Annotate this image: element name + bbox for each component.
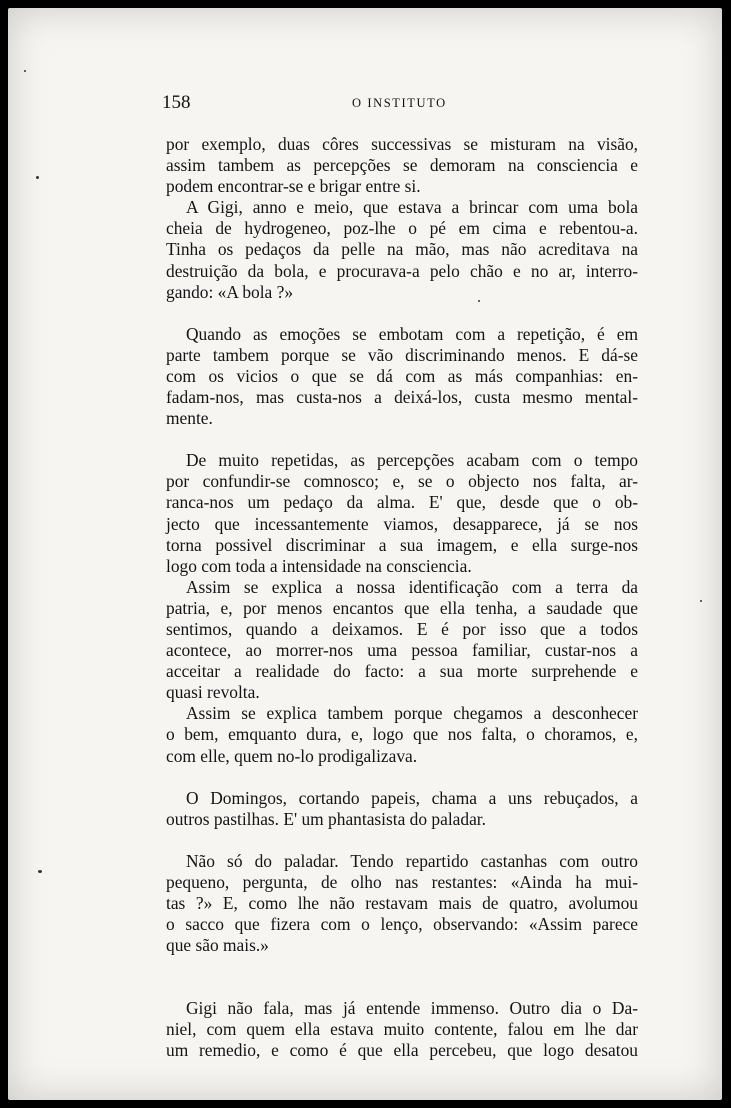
paragraph-gap [166, 956, 638, 998]
text-line: outros pastilhas. E' um phantasista do paladar. [166, 808, 486, 829]
text-line: torna possivel discriminar a sua imagem, e ella surge-nos [166, 534, 638, 555]
text-line: De muito repetidas, as percepções acabam com o tempo [186, 450, 638, 471]
paragraph [166, 450, 638, 577]
paragraph [166, 577, 638, 704]
text-line: fadam-nos, mas custa-nos a deixá-los, custa mesmo mental- [166, 387, 638, 408]
paragraph [166, 788, 638, 830]
text-line: pequeno, pergunta, de olho nas restantes: «Ainda ha mui- [166, 871, 638, 892]
text-line: ranca-nos um pedaço da alma. E' que, desde que o ob- [166, 492, 638, 513]
text-line: que são mais.» [166, 935, 269, 956]
paragraph [166, 998, 638, 1061]
paragraph [166, 324, 638, 429]
text-line: Assim se explica tambem porque chegamos a desconhecer [186, 703, 638, 724]
running-title: O INSTITUTO [352, 96, 447, 110]
page-header [160, 92, 640, 116]
text-line: quasi revolta. [166, 682, 260, 703]
text-line: O Domingos, cortando papeis, chama a uns rebuçados, a [186, 787, 638, 808]
text-line: acontece, ao morrer-nos uma pessoa familiar, custar-nos a [166, 640, 638, 661]
text-line: assim tambem as percepções se demoram na consciencia e [166, 155, 638, 176]
text-line: um remedio, e como é que ella percebeu, que logo desatou [166, 1040, 638, 1061]
text-line: tas ?» E, como lhe não restavam mais de quatro, avolumou [166, 893, 638, 913]
text-line: com elle, quem no-lo prodigalizava. [166, 745, 418, 766]
text-line: o bem, emquanto dura, e, logo que nos falta, o choramos, e, [166, 724, 638, 745]
text-line: Não só do paladar. Tendo repartido castanhas com outro [186, 850, 638, 871]
ink-speck [36, 176, 39, 179]
paragraph-gap [166, 429, 638, 450]
paragraph-gap [166, 767, 638, 788]
ink-speck [38, 870, 42, 873]
paragraph [166, 197, 638, 302]
text-line: por exemplo, duas côres successivas se misturam na visão, [166, 134, 638, 154]
text-line: Tinha os pedaços da pelle na mão, mas não acreditava na [166, 239, 638, 260]
text-line: A Gigi, anno e meio, que estava a brincar com uma bola [186, 197, 638, 218]
text-line: cheia de hydrogeneo, poz-lhe o pé em cima e rebentou-a. [166, 218, 638, 239]
paragraph [166, 134, 638, 197]
text-line: Gigi não fala, mas já entende immenso. Outro dia o Da- [186, 998, 638, 1019]
text-line: logo com toda a intensidade na consciencia. [166, 555, 472, 576]
paragraph-gap [166, 830, 638, 851]
page-number: 158 [162, 92, 191, 113]
text-line: gando: «A bola ?» [166, 281, 294, 302]
text-line: jecto que incessantemente viamos, desapparece, já se nos [166, 513, 638, 534]
text-line: niel, com quem ella estava muito contente, falou em lhe dar [166, 1019, 638, 1040]
text-line: com os vicios o que se dá com as más companhias: en- [166, 365, 638, 386]
text-line: podem encontrar-se e brigar entre si. [166, 176, 421, 197]
text-line: o sacco que fizera com o lenço, observando: «Assim parece [166, 914, 638, 935]
text-line: Quando as emoções se embotam com a repetição, é em [186, 323, 638, 344]
paragraph [166, 851, 638, 956]
text-line: mente. [166, 408, 213, 429]
text-line: destruição da bola, e procurava-a pelo chão e no ar, interro- [166, 260, 638, 281]
body-text [166, 134, 638, 1062]
text-line: parte tambem porque se vão discriminando menos. E dá-se [166, 344, 638, 365]
ink-speck [700, 600, 702, 602]
text-line: patria, e, por menos encantos que ella tenha, a saudade que [166, 597, 638, 618]
paragraph-gap [166, 303, 638, 324]
text-line: acceitar a realidade do facto: a sua morte surprehende e [166, 661, 638, 682]
paragraph [166, 703, 638, 766]
text-line: Assim se explica a nossa identificação com a terra da [186, 576, 638, 597]
text-line: sentimos, quando a deixamos. E é por isso que a todos [166, 618, 638, 639]
text-line: por confundir-se comnosco; e, se o objecto nos falta, ar- [166, 471, 638, 492]
ink-speck [24, 70, 26, 72]
